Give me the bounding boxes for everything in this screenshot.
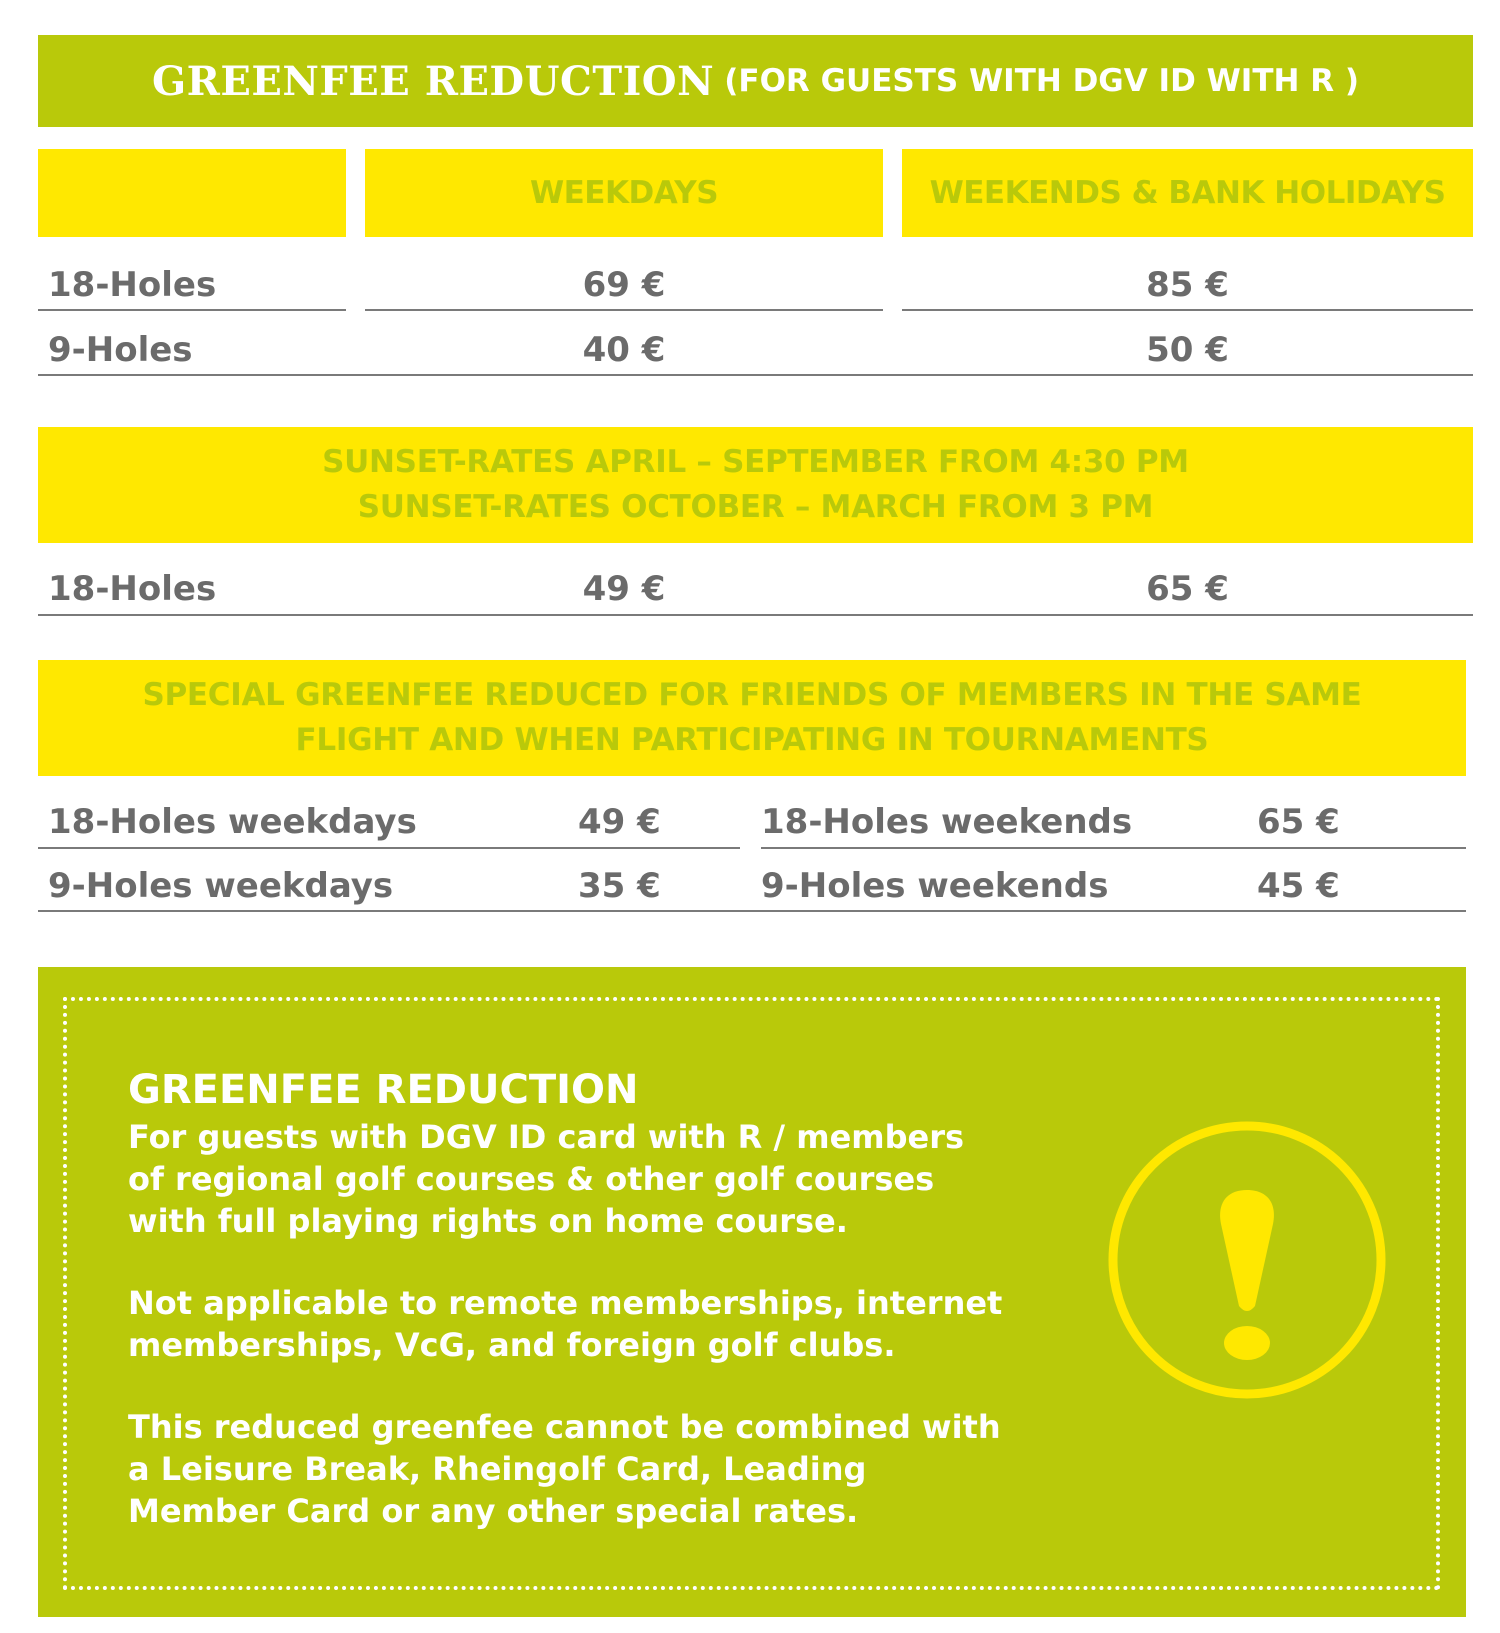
divider — [38, 614, 1473, 616]
header-empty-cell — [38, 149, 346, 237]
special-18-holes-weekdays-price: 49 € — [578, 802, 661, 842]
special-9-holes-weekdays-price: 35 € — [578, 866, 661, 906]
divider — [38, 374, 1473, 376]
special-9-holes-weekends-price: 45 € — [1257, 866, 1340, 906]
header-weekdays-label: WEEKDAYS — [529, 175, 719, 211]
notice-paragraph-2: Not applicable to remote memberships, internet memberships, VcG, and foreign golf clubs. — [128, 1284, 1003, 1364]
special-18-holes-weekends-label: 18-Holes weekends — [761, 802, 1133, 842]
page-title: GREENFEE REDUCTION — [151, 57, 715, 105]
exclamation-circle-icon — [1105, 1118, 1389, 1402]
special-greenfee-line-2: FLIGHT AND WHEN PARTICIPATING IN TOURNAMENTS — [295, 722, 1209, 758]
special-9-holes-weekends-label: 9-Holes weekends — [761, 866, 1109, 906]
header-weekends — [902, 149, 1473, 237]
special-18-holes-weekdays-label: 18-Holes weekdays — [48, 802, 417, 842]
notice-paragraph-3: This reduced greenfee cannot be combined with a Leisure Break, Rheingolf Card, Leading Member Card or any other special rates. — [128, 1408, 1001, 1530]
divider — [38, 910, 1466, 912]
sunset-rates-band — [38, 427, 1473, 543]
header-weekends-label: WEEKENDS & BANK HOLIDAYS — [929, 175, 1446, 211]
divider — [902, 309, 1473, 311]
special-9-holes-weekdays-label: 9-Holes weekdays — [48, 866, 394, 906]
divider — [365, 309, 883, 311]
header-weekdays — [365, 149, 883, 237]
page-subtitle: (FOR GUESTS WITH DGV ID WITH R ) — [724, 63, 1360, 99]
divider — [38, 309, 346, 311]
divider — [761, 847, 1466, 849]
row-9-holes-label: 9-Holes — [48, 330, 193, 370]
title-bar — [38, 35, 1473, 127]
notice-paragraph-1: For guests with DGV ID card with R / members of regional golf courses & other golf courses with full playing rights on home course. — [128, 1118, 965, 1240]
row-9-holes-weekdays-price: 40 € — [582, 330, 666, 370]
sunset-rates-line-2: SUNSET-RATES OCTOBER – MARCH FROM 3 PM — [357, 489, 1154, 525]
row-18-holes-weekends-price: 85 € — [1146, 265, 1229, 305]
sunset-weekends-price: 65 € — [1146, 569, 1229, 609]
row-18-holes-label: 18-Holes — [48, 265, 217, 305]
notice-title: GREENFEE REDUCTION — [128, 1067, 639, 1113]
sunset-weekdays-price: 49 € — [582, 569, 666, 609]
divider — [38, 847, 740, 849]
row-18-holes-weekdays-price: 69 € — [582, 265, 666, 305]
special-18-holes-weekends-price: 65 € — [1257, 802, 1340, 842]
sunset-rates-line-1: SUNSET-RATES APRIL – SEPTEMBER FROM 4:30 PM — [322, 444, 1189, 480]
special-greenfee-line-1: SPECIAL GREENFEE REDUCED FOR FRIENDS OF MEMBERS IN THE SAME — [142, 677, 1362, 713]
sunset-18-holes-label: 18-Holes — [48, 569, 217, 609]
row-9-holes-weekends-price: 50 € — [1146, 330, 1229, 370]
special-greenfee-band — [38, 660, 1466, 776]
